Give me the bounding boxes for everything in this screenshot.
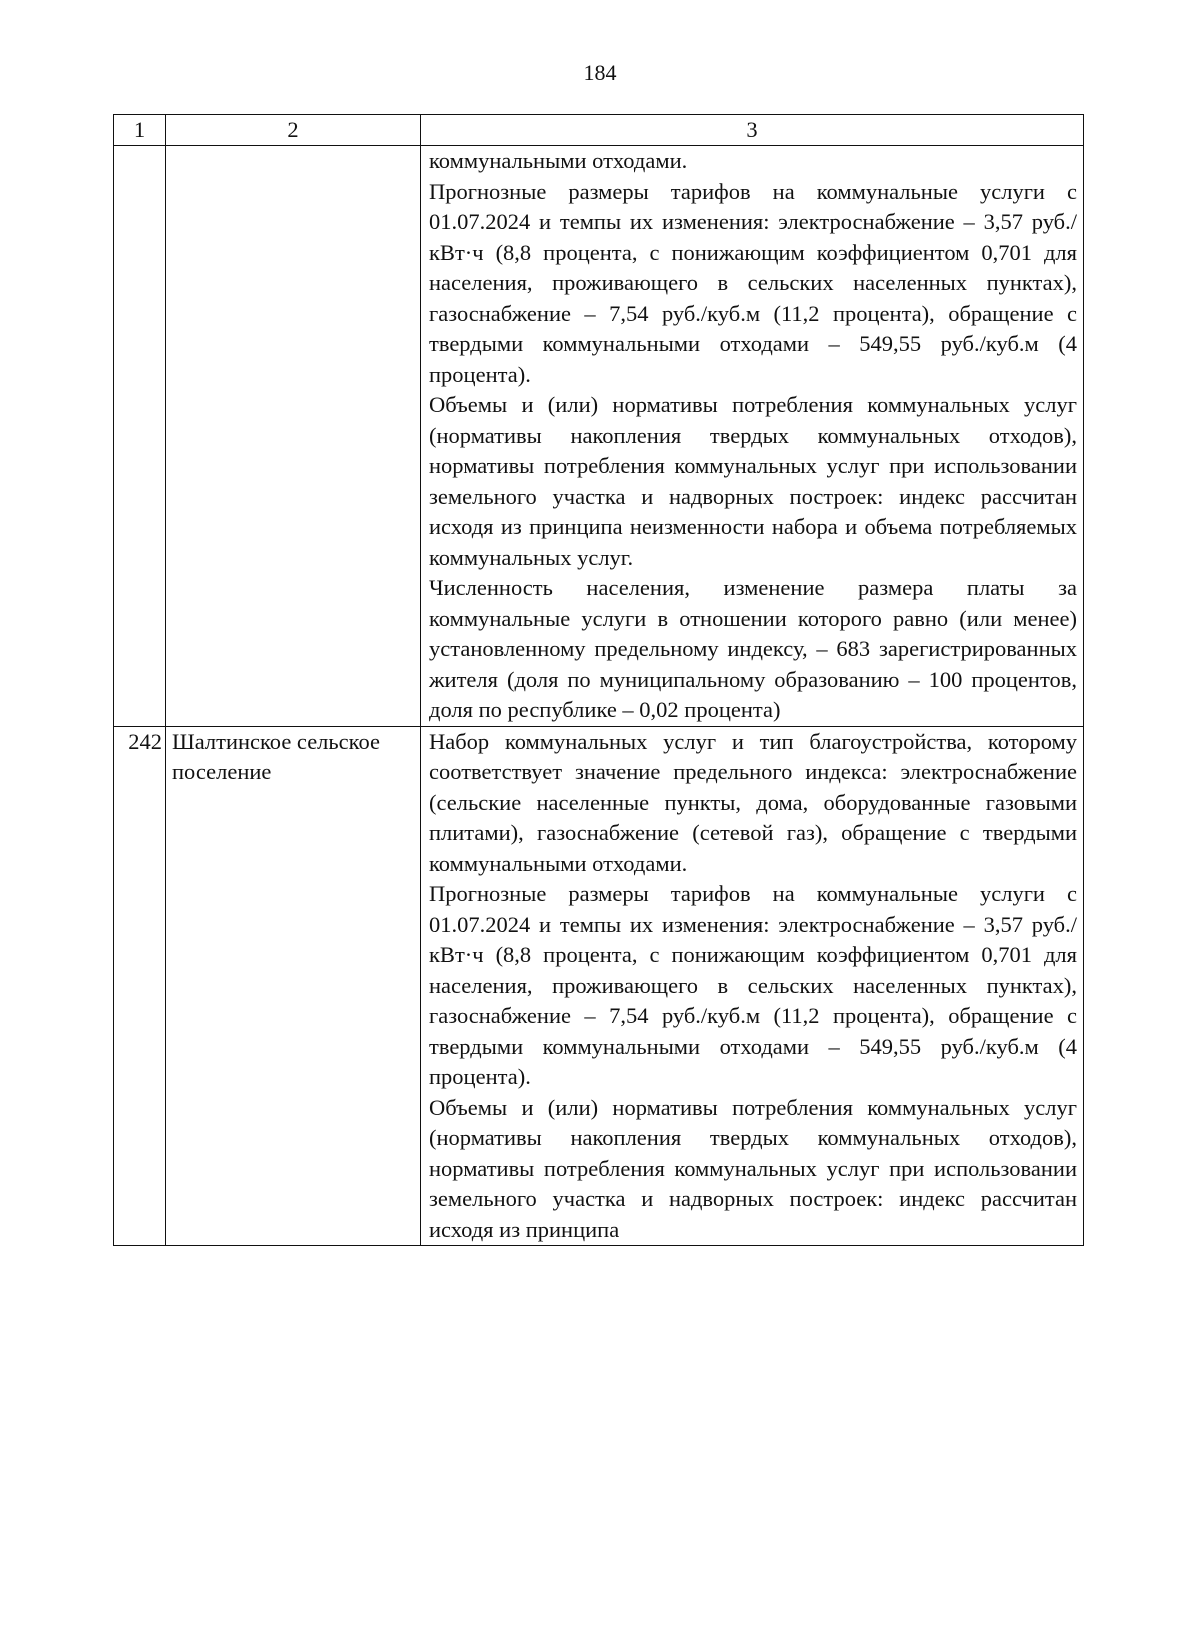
page-number: 184 — [583, 60, 617, 85]
table-row — [114, 146, 1084, 727]
tariff-table — [113, 114, 1084, 1246]
content-paragraph: Прогнозные размеры тарифов на коммунальные услуги с 01.07.2024 и темпы их изменения: электроснабжение – 3,57 руб./кВт·ч (8,8 процента, с понижающим коэффициентом 0,701 для населения, проживающего в сельских населенных пунктах), газоснабжение – 7,54 руб./куб.м (11,2 процента), обращение с твердыми коммунальными отходами – 549,55 руб./куб.м (4 процента). — [429, 178, 1077, 387]
header-cell-1: 1 — [114, 115, 166, 146]
content-paragraph: Численность населения, изменение размера платы за коммунальные услуги в отношении которого равно (или менее) установленному предельному индексу, – 683 зарегистрированных жителя (доля по муниципальному образованию – 100 процентов, доля по республике – 0,02 процента) — [429, 575, 1077, 722]
content-paragraph: Прогнозные размеры тарифов на коммунальные услуги с 01.07.2024 и темпы их изменения: электроснабжение – 3,57 руб./кВт·ч (8,8 процента, с понижающим коэффициентом 0,701 для населения, проживающего в сельских населенных пунктах), газоснабжение – 7,54 руб./куб.м (11,2 процента), обращение с твердыми коммунальными отходами – 549,55 руб./куб.м (4 процента). — [429, 881, 1077, 1089]
table-row — [114, 726, 1084, 1246]
content-paragraph: Объемы и (или) нормативы потребления коммунальных услуг (нормативы накопления твердых коммунальных отходов), нормативы потребления коммунальных услуг при использовании земельного участка и надворных построек: индекс рассчитан исходя из принципа — [429, 1094, 1077, 1242]
content-paragraph: Набор коммунальных услуг и тип благоустройства, которому соответствует значение предельного индекса: электроснабжение (сельские населенные пункты, дома, оборудованные газовыми плитами), газоснабжение (сетевой газ), обращение с твердыми коммунальными отходами. — [429, 728, 1077, 876]
row-content — [421, 726, 1084, 1246]
row-number — [114, 146, 166, 727]
table-header-row — [114, 115, 1084, 146]
content-paragraph: коммунальными отходами. — [429, 148, 688, 173]
municipality-name — [166, 146, 421, 727]
municipality-name: Шалтинское сельское поселение — [166, 726, 421, 1246]
row-content — [421, 146, 1084, 727]
header-cell-3: 3 — [421, 115, 1084, 146]
header-cell-2: 2 — [166, 115, 421, 146]
row-number: 242 — [114, 726, 166, 1246]
content-paragraph: Объемы и (или) нормативы потребления коммунальных услуг (нормативы накопления твердых коммунальных отходов), нормативы потребления коммунальных услуг при использовании земельного участка и надворных построек: индекс рассчитан исходя из принципа неизменности набора и объема потребляемых коммунальных услуг. — [429, 392, 1077, 570]
